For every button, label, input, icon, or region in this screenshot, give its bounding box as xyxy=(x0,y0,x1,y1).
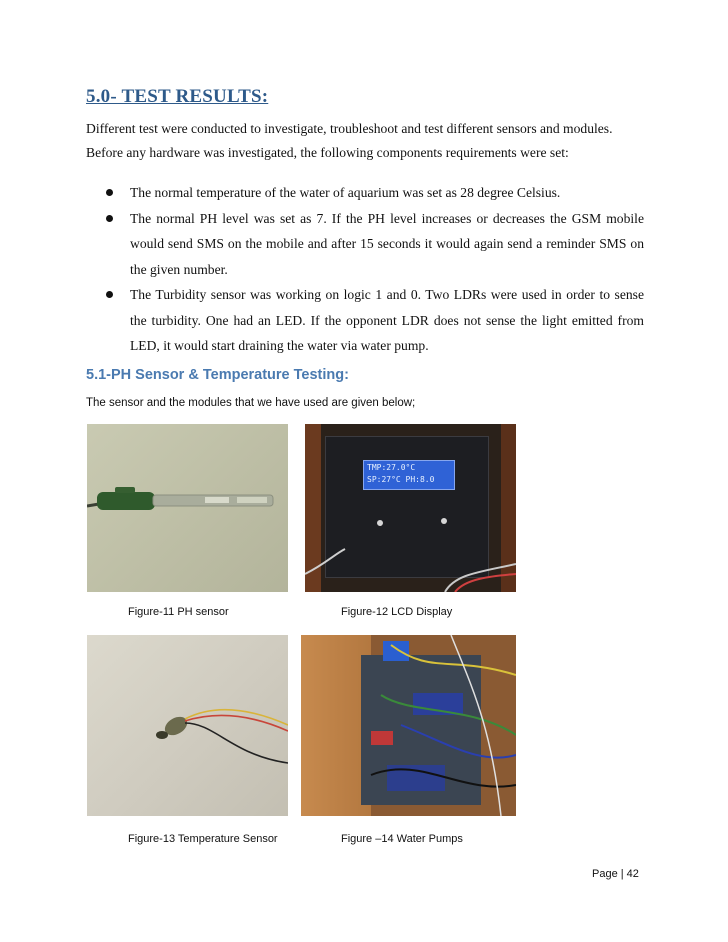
figure-caption: Figure-12 LCD Display xyxy=(341,606,453,618)
subsection-heading: 5.1-PH Sensor & Temperature Testing: xyxy=(86,367,349,383)
list-item-text: The normal PH level was set as 7. If the PH level increases or decreases the GSM mobile would send SMS on the mobile and after 15 seconds it would again send a reminder SMS on the given number. xyxy=(130,210,644,277)
list-item xyxy=(96,282,644,359)
list-item xyxy=(96,206,644,283)
requirements-list xyxy=(96,180,644,359)
list-item-text: The normal temperature of the water of aquarium was set as 28 degree Celsius. xyxy=(130,185,561,200)
ph-sensor-photo xyxy=(87,424,288,592)
intro-line-2: Before any hardware was investigated, the following components requirements were set: xyxy=(86,145,569,160)
ph-sensor-illustration xyxy=(87,424,288,592)
page-number: Page | 42 xyxy=(592,868,639,880)
temperature-sensor-photo xyxy=(87,635,288,816)
intro-line-1: Different test were conducted to investigate, troubleshoot and test different sensors and modules. xyxy=(86,121,613,136)
lcd-display-photo xyxy=(305,424,516,592)
list-item-text: The Turbidity sensor was working on logic 1 and 0. Two LDRs were used in order to sense the turbidity. One had an LED. If the opponent LDR does not sense the light emitted from LED, it would start draining the water via water pump. xyxy=(130,287,644,353)
lcd-line-1: TMP:27.0°C xyxy=(367,463,416,472)
water-pumps-photo xyxy=(301,635,516,816)
bullet-icon xyxy=(106,291,113,298)
lcd-line-2: SP:27°C PH:8.0 xyxy=(367,475,435,484)
wires-illustration xyxy=(305,424,516,592)
wires-illustration xyxy=(301,635,516,816)
temperature-sensor-illustration xyxy=(87,635,288,816)
subsection-intro: The sensor and the modules that we have used are given below; xyxy=(86,397,416,409)
section-heading: 5.0- TEST RESULTS: xyxy=(86,86,269,107)
figure-caption: Figure-13 Temperature Sensor xyxy=(128,833,278,845)
figure-caption: Figure-11 PH sensor xyxy=(128,606,229,618)
bullet-icon xyxy=(106,189,113,196)
bullet-icon xyxy=(106,215,113,222)
figure-caption: Figure –14 Water Pumps xyxy=(341,833,463,845)
list-item xyxy=(96,180,644,206)
